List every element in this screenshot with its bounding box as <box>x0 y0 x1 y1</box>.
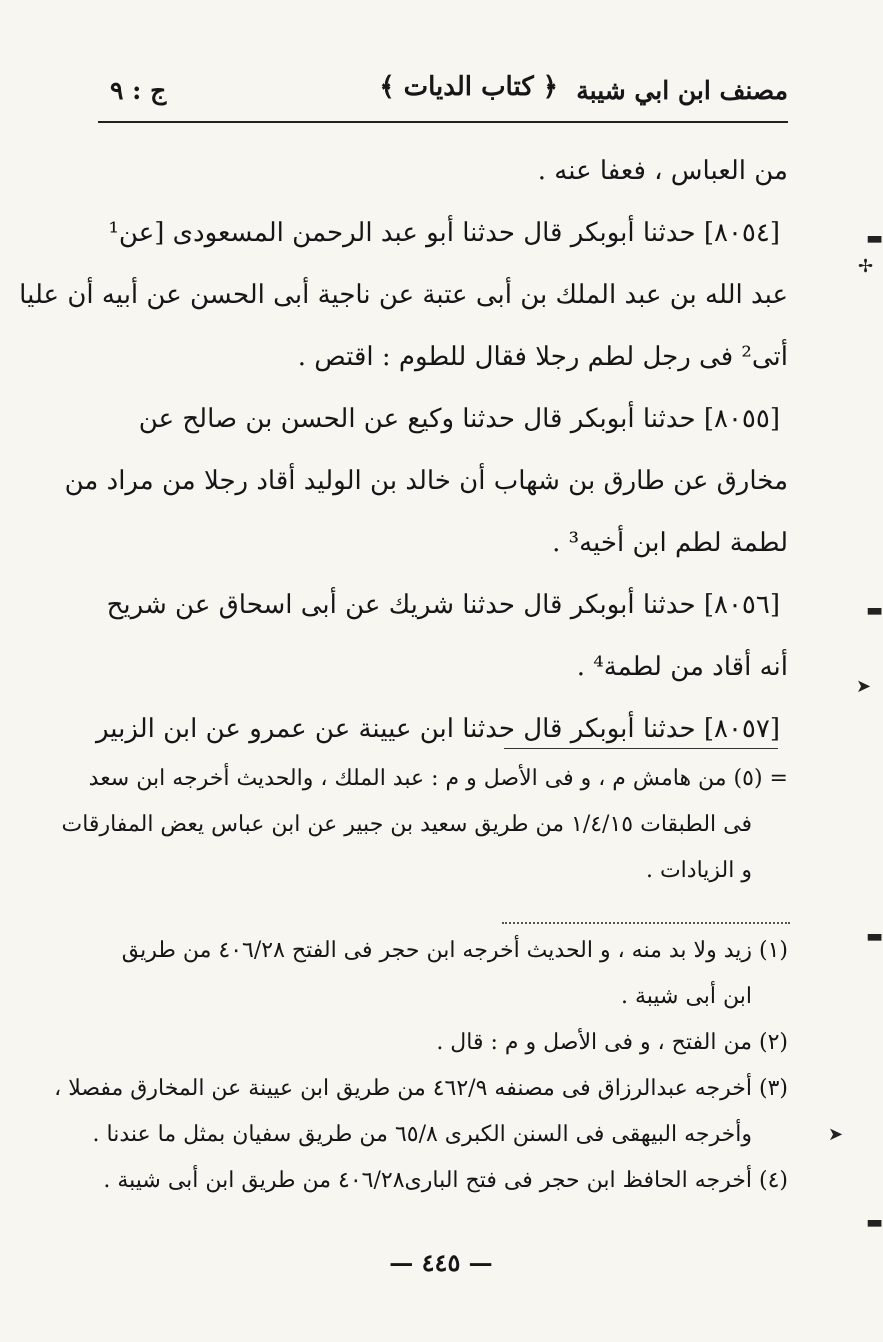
footnote-3: (٣) أخرجه عبدالرزاق فى مصنفه ٤٦٢/٩ من طريق ابن عيينة عن المخارق مفصلا ، <box>54 1076 788 1101</box>
header-rule <box>98 121 788 123</box>
margin-mark: ➤ <box>856 676 872 697</box>
footnote-line: = (٥) من هامش م ، و فى الأصل و م : عبد الملك ، والحديث أخرجه ابن سعد <box>88 766 788 791</box>
text-line: مخارق عن طارق بن شهاب أن خالد بن الوليد أقاد رجلا من مراد من <box>64 466 788 496</box>
main-text <box>19 140 788 760</box>
margin-mark: ✢ <box>858 256 874 277</box>
hadith-8055-line: [٨٠٥٥] حدثنا أبوبكر قال حدثنا وكيع عن الحسن بن صالح عن <box>138 404 780 434</box>
margin-mark: ▬ <box>866 1212 883 1233</box>
hadith-8056-line: [٨٠٥٦] حدثنا أبوبكر قال حدثنا شريك عن أبى اسحاق عن شريح <box>106 590 780 620</box>
text-line: من العباس ، فعفا عنه . <box>537 156 788 186</box>
footnotes <box>54 928 788 1204</box>
footnote-2: (٢) من الفتح ، و فى الأصل و م : قال . <box>436 1030 788 1055</box>
footnote-line: وأخرجه البيهقى فى السنن الكبرى ٦٥/٨ من طريق سفيان بمثل ما عندنا . <box>92 1122 752 1147</box>
hadith-8054-line: [٨٠٥٤] حدثنا أبوبكر قال حدثنا أبو عبد الرحمن المسعودى [عن¹ <box>108 218 780 248</box>
volume-number: ج : ٩ <box>110 76 167 105</box>
footnote-line: فى الطبقات ١/٤/١٥ من طريق سعيد بن جبير عن ابن عباس يعض المفارقات <box>61 812 752 837</box>
footnote-separator <box>504 748 778 749</box>
page-number: — ٤٤٥ — <box>389 1248 493 1277</box>
book-title: مصنف ابن ابي شيبة <box>576 76 788 105</box>
margin-mark: ➤ <box>828 1124 844 1145</box>
wavy-divider <box>502 914 790 924</box>
chapter-title: ﴿ كتاب الديات ﴾ <box>379 72 558 102</box>
text-line: لطمة لطم ابن أخيه³ . <box>552 528 788 558</box>
text-line: أتى² فى رجل لطم رجلا فقال للطوم : اقتص . <box>297 342 788 372</box>
footnote-4: (٤) أخرجه الحافظ ابن حجر فى فتح البارى٤٠٦/٢٨ من طريق ابن أبى شيبة . <box>103 1168 788 1193</box>
margin-mark: ▬ <box>866 228 883 249</box>
footnote-line: ابن أبى شيبة . <box>620 984 752 1009</box>
footnote-line: و الزيادات . <box>645 858 752 883</box>
continued-footnote <box>61 756 788 894</box>
hadith-8057-line: [٨٠٥٧] حدثنا أبوبكر قال حدثنا ابن عيينة عن عمرو عن ابن الزبير <box>95 714 780 744</box>
margin-mark: ▬ <box>866 926 883 947</box>
text-line: أنه أقاد من لطمة⁴ . <box>576 652 788 682</box>
margin-mark: ▬ <box>866 600 883 621</box>
text-line: عبد الله بن عبد الملك بن أبى عتبة عن ناجية أبى الحسن عن أبيه أن عليا <box>19 280 788 310</box>
running-header <box>98 66 788 118</box>
footnote-1: (١) زيد ولا بد منه ، و الحديث أخرجه ابن حجر فى الفتح ٤٠٦/٢٨ من طريق <box>121 938 788 963</box>
